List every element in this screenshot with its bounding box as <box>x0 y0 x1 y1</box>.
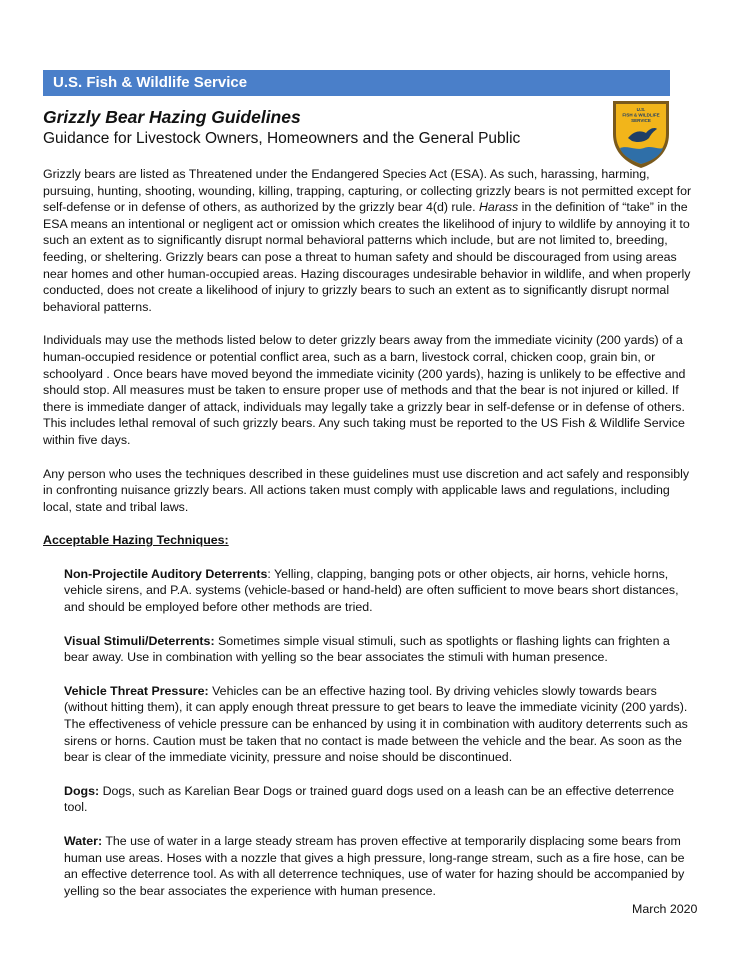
logo-text-fws: FISH & WILDLIFE <box>622 112 660 118</box>
agency-name: U.S. Fish & Wildlife Service <box>53 74 248 91</box>
document-body <box>43 166 698 916</box>
technique-visual: Visual Stimuli/Deterrents: Sometimes simple visual stimuli, such as spotlights or flashing lights can frighten a bear away. Use in combination with yelling so the bear associates the stimuli with human presence. <box>64 633 670 665</box>
logo-text-us: U.S. <box>636 107 646 112</box>
intro-paragraph-1: Grizzly bears are listed as Threatened under the Endangered Species Act (ESA). As such, harassing, harming, pursuing, hunting, shooting, wounding, killing, trapping, capturing, or collecting grizzly bears is not permitted except for self-defense or in defense of others, as authorized by the grizzly bear 4(d) rule. Harass in the definition of “take” in the ESA means an intentional or negligent act or omission which creates the likelihood of injury to wildlife by annoying it to such an extent as to significantly disrupt normal behavioral patterns which include, but are not limited to, breeding, feeding, or sheltering. Grizzly bears can pose a threat to human safety and should be discouraged from using areas near homes and other human-occupied areas. Hazing discourages undesirable behavior in wildlife, and when properly conducted, does not create a likelihood of injury to grizzly bears to such an extent as to significantly disrupt normal behavioral patterns. <box>43 167 692 314</box>
harass-term: Harass <box>478 200 519 215</box>
technique-water: Water: The use of water in a large steady stream has proven effective at temporarily displacing some bears from human use areas. Hoses with a nozzle that gives a high pressure, long-range stream, such as a fire hose, can be an effective deterrence tool. As with all deterrence techniques, use of water for hazing should be accompanied by yelling so the bear associates the experience with human presence. <box>64 834 685 898</box>
agency-banner <box>43 70 670 96</box>
technique-vehicle: Vehicle Threat Pressure: Vehicles can be an effective hazing tool. By driving vehicles slowly towards bears (without hitting them), it can apply enough threat pressure to get bears to leave the immediate vicinity (200 yards). The effectiveness of vehicle pressure can be enhanced by using it in combination with auditory deterrents such as sirens or horns. Caution must be taken that no contact is made between the vehicle and the bear. As soon as the bear is clear of the immediate vicinity, pressure and noise should be discontinued. <box>64 683 688 765</box>
techniques-heading: Acceptable Hazing Techniques: <box>43 533 229 548</box>
intro-paragraph-3: Any person who uses the techniques described in these guidelines must use discretion and act safely and responsibly in confronting nuisance grizzly bears. All actions taken must comply with applicable laws and regulations, including local, state and tribal laws. <box>43 466 690 514</box>
technique-auditory: Non-Projectile Auditory Deterrents: Yelling, clapping, banging pots or other objects, air horns, vehicle horns, vehicle sirens, and P.A. systems (vehicle-based or hand-held) are often sufficient to move bears short distances, and should be employed before other methods are tried. <box>64 566 679 615</box>
document-title: Grizzly Bear Hazing Guidelines <box>43 107 301 127</box>
document-subtitle: Guidance for Livestock Owners, Homeowners and the General Public <box>43 130 521 147</box>
fws-shield-logo <box>610 98 672 170</box>
document-date: March 2020 <box>632 902 698 916</box>
logo-water <box>620 147 663 164</box>
intro-paragraph-2: Individuals may use the methods listed below to deter grizzly bears away from the immediate vicinity (200 yards) of a human-occupied residence or potential conflict area, such as a barn, livestock corral, chicken coop, grain bin, or schoolyard . Once bears have moved beyond the immediate vicinity (200 yards), hazing is unlikely to be effective and should stop. All measures must be taken to ensure proper use of methods and that the bear is not injured or killed. If there is immediate danger of attack, individuals may legally take a grizzly bear in self-defense or in defense of others. This includes lethal removal of such grizzly bears. Any such taking must be reported to the US Fish & Wildlife Service within five days. <box>43 333 686 447</box>
logo-text-service: SERVICE <box>631 118 651 123</box>
technique-dogs: Dogs: Dogs, such as Karelian Bear Dogs or trained guard dogs used on a leash can be an effective deterrence tool. <box>64 783 675 815</box>
